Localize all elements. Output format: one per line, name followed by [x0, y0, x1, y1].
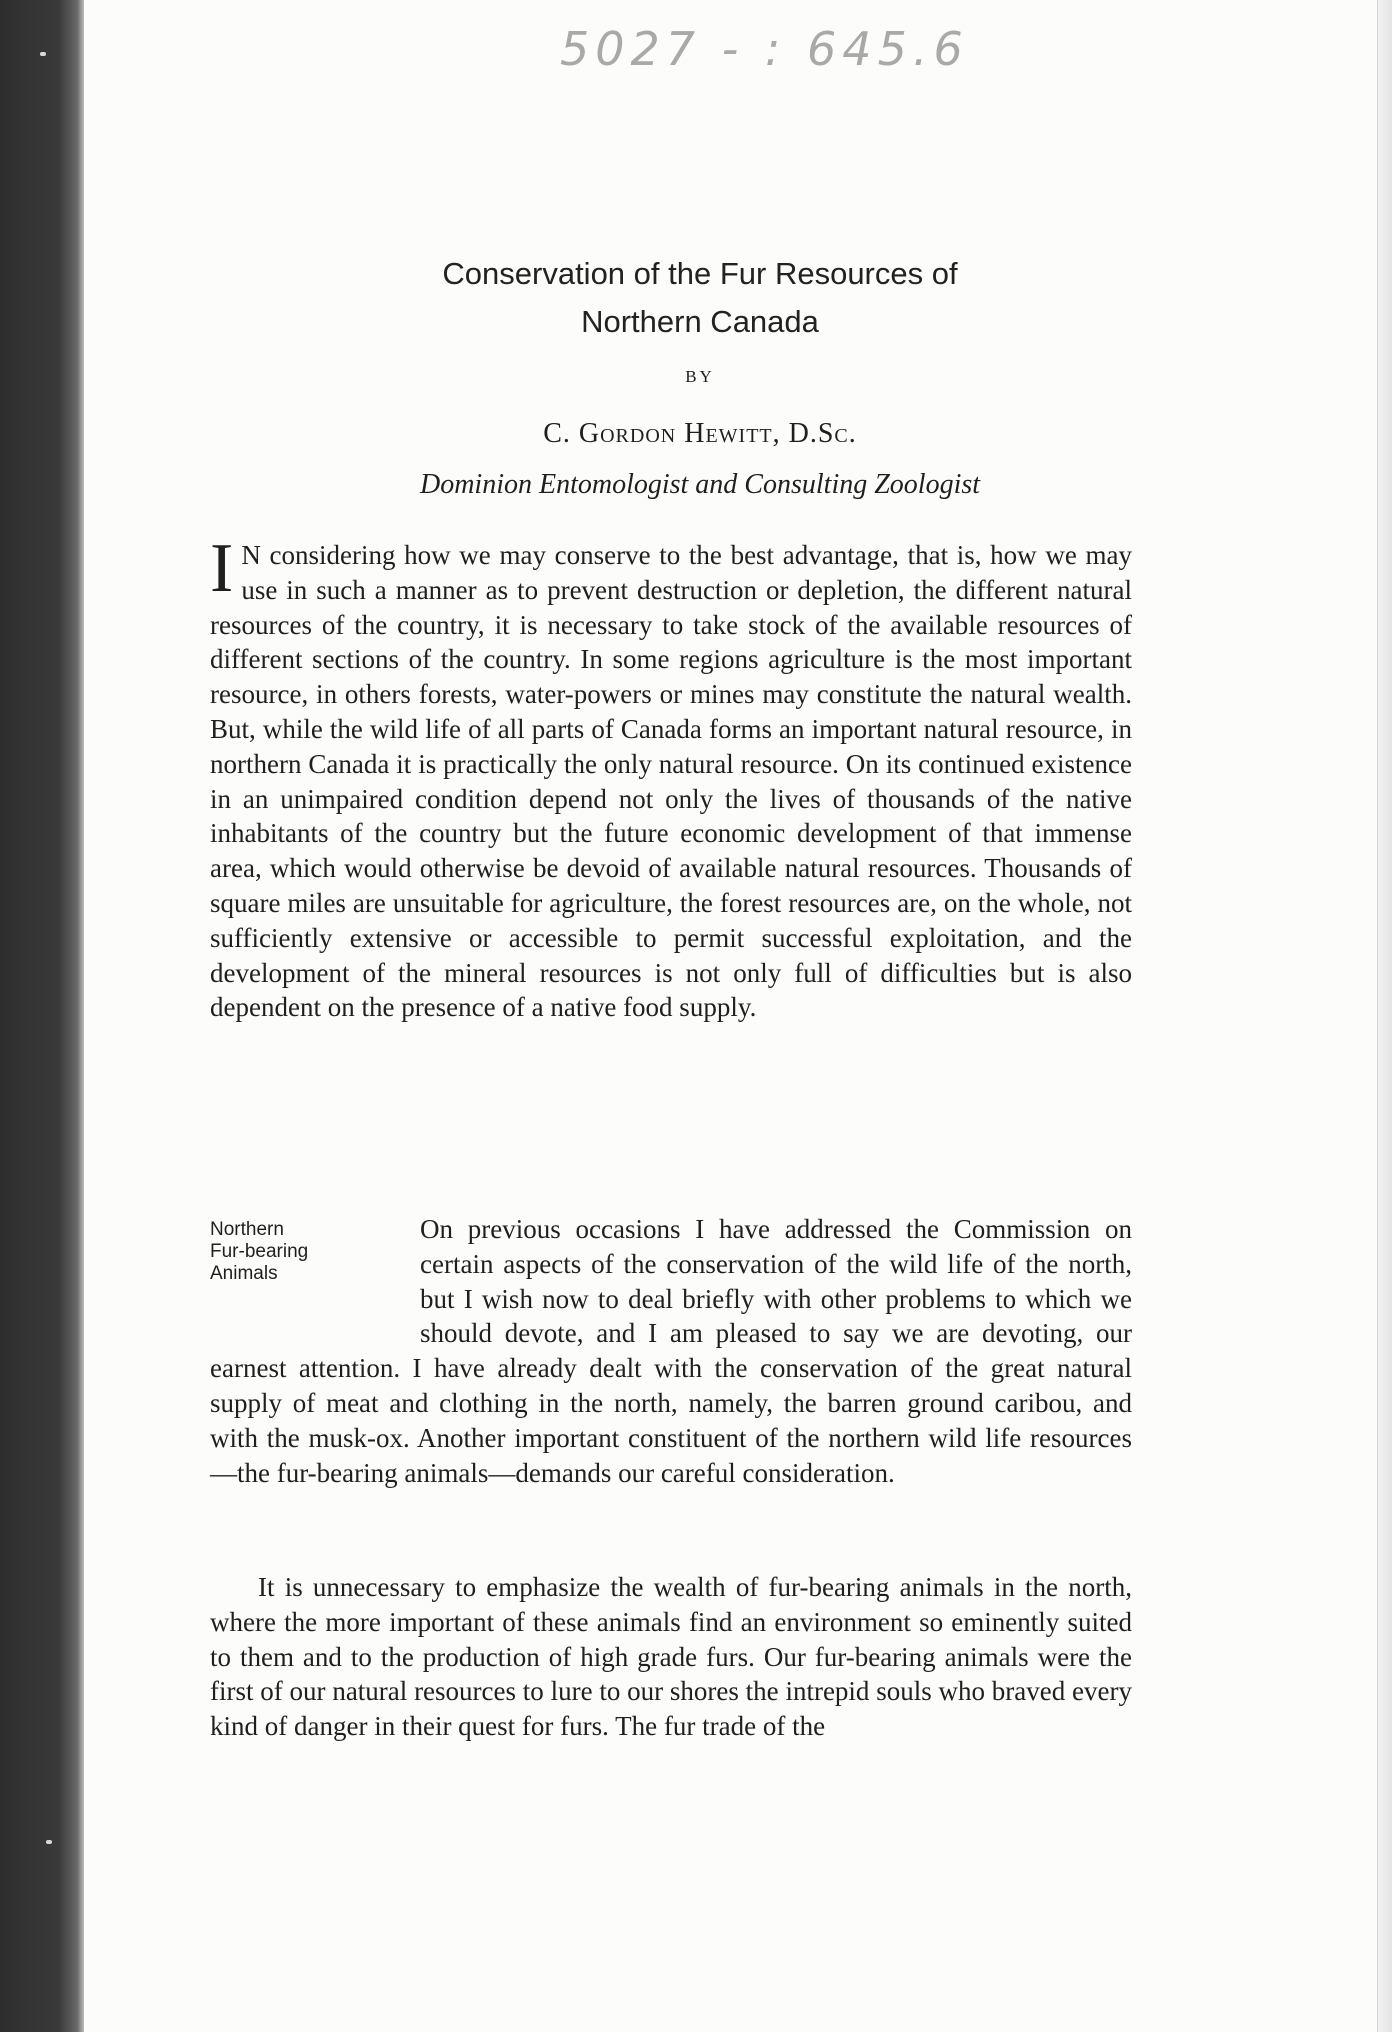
margin-heading [210, 1212, 410, 1327]
handwritten-annotation: 5027 - : 645.6 [560, 22, 969, 76]
author-role: Dominion Entomologist and Consulting Zoologist [419, 469, 981, 500]
margin-heading-line-2: Fur-bearing [210, 1241, 309, 1262]
margin-heading-line-1: Northern [210, 1219, 284, 1240]
drop-cap: I [210, 530, 234, 607]
margin-heading-line-3: Animals [210, 1263, 278, 1284]
scan-speck [46, 1840, 52, 1844]
title-line-1: Conservation of the Fur Resources of [442, 256, 958, 291]
title-line-2: Northern Canada [581, 304, 819, 339]
scan-border [0, 0, 84, 2032]
paragraph-1 [210, 530, 1132, 1025]
author-name: C. Gordon Hewitt, D.Sc. [543, 418, 857, 449]
paragraph-1-text: N considering how we may conserve to the best advantage, that is, how we may use in such a manner as to prevent destruction or depletion, the different natural resources of the country, it is necessary to take stock of the available resources of different sections of the country. In some regions agriculture is the most important resource, in others forests, water-powers or mines may constitute the natural wealth. But, while the wild life of all parts of Canada forms an important natural resource, in northern Canada it is practically the only natural resource. On its continued existence in an unimpaired condition depend not only the lives of thousands of the native inhabitants of the country but the future economic development of that immense area, which would otherwise be devoid of available natural resources. Thousands of square miles are unsuitable for agriculture, the forest resources are, on the whole, not sufficiently extensive or accessible to permit successful exploitation, and the development of the mineral resources is not only full of difficulties but is also dependent on the presence of a native food supply. [210, 540, 1132, 1023]
scan-speck [40, 52, 46, 56]
paragraph-2-section [210, 1212, 1132, 1490]
paragraph-3: It is unnecessary to emphasize the wealth of fur-bearing animals in the north, where the more important of these animals find an environment so eminently suited to them and to the production of high grade furs. Our fur-bearing animals were the first of our natural resources to lure to our shores the intrepid souls who braved every kind of danger in their quest for furs. The fur trade of the [210, 1572, 1132, 1742]
page-edge [1377, 0, 1392, 2032]
byline: BY [685, 367, 715, 386]
paragraph-2: On previous occasions I have addressed the Commission on certain aspects of the conservation of the wild life of the north, but I wish now to deal briefly with other problems to which we should devote, and I am pleased to say we are devoting, our earnest attention. I have already dealt with the conservation of the great natural supply of meat and clothing in the north, namely, the barren ground caribou, and with the musk-ox. Another important constituent of the northern wild life resources—the fur-bearing animals—demands our careful consideration. [210, 1214, 1132, 1488]
article-title [180, 250, 1220, 346]
